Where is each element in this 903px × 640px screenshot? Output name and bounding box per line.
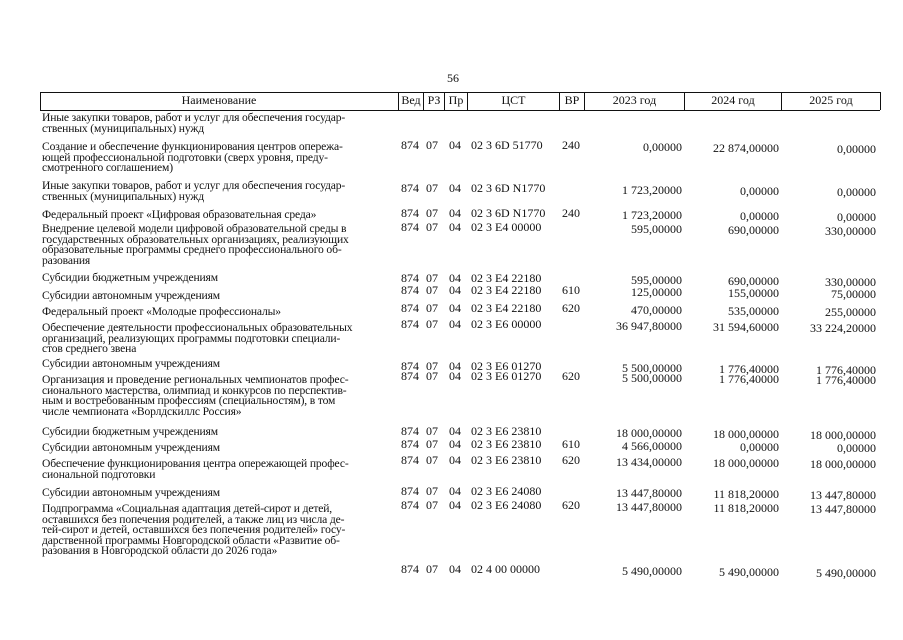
cell-ved: 874 bbox=[401, 562, 419, 576]
cell-ved: 874 bbox=[401, 220, 419, 234]
cell-2025: 75,00000 bbox=[831, 287, 876, 301]
cell-ved: 874 bbox=[401, 181, 419, 195]
row-name-line: разования bbox=[42, 253, 91, 267]
cell-ved: 874 bbox=[401, 359, 419, 373]
cell-pr: 04 bbox=[449, 206, 461, 220]
row-name-line: Иные закупки товаров, работ и услуг для обеспечения государ- bbox=[42, 179, 346, 192]
cell-2025: 0,00000 bbox=[837, 441, 876, 455]
cell-2023: 1 723,20000 bbox=[622, 208, 682, 222]
cell-rz: 07 bbox=[426, 220, 438, 234]
cell-2023: 0,00000 bbox=[643, 140, 682, 154]
cell-pr: 04 bbox=[449, 359, 461, 373]
cell-2025: 5 490,00000 bbox=[816, 566, 876, 580]
cell-ved: 874 bbox=[401, 271, 419, 285]
cell-2025: 0,00000 bbox=[837, 185, 876, 199]
row-name-line: Субсидии автономным учреждениям bbox=[42, 441, 220, 454]
row-name-line: тей-сирот и детей, оставшихся без попечения родителей» госу- bbox=[42, 523, 346, 536]
cell-ved: 874 bbox=[401, 484, 419, 498]
cell-rz: 07 bbox=[426, 317, 438, 331]
cell-rz: 07 bbox=[426, 271, 438, 285]
col-header-name: Наименование bbox=[181, 93, 257, 107]
cell-2025: 1 776,40000 bbox=[816, 363, 876, 377]
cell-2023: 125,00000 bbox=[631, 285, 682, 299]
cell-pr: 04 bbox=[449, 220, 461, 234]
row-name-line: Субсидии бюджетным учреждениям bbox=[42, 271, 218, 284]
cell-ved: 874 bbox=[401, 437, 419, 451]
cell-pr: 04 bbox=[449, 484, 461, 498]
cell-pr: 04 bbox=[449, 453, 461, 467]
cell-rz: 07 bbox=[426, 138, 438, 152]
cell-ved: 874 bbox=[401, 301, 419, 315]
cell-rz: 07 bbox=[426, 359, 438, 373]
row-name-line: смотренного соглашением) bbox=[42, 161, 173, 174]
row-name-line: ным и востребованным профессиям (специальностям), в том bbox=[42, 394, 336, 407]
cell-rz: 07 bbox=[426, 484, 438, 498]
cell-cst: 02 3 E6 01270 bbox=[471, 359, 542, 373]
cell-2024: 690,00000 bbox=[728, 223, 779, 237]
cell-pr: 04 bbox=[449, 369, 461, 383]
cell-2025: 0,00000 bbox=[837, 142, 876, 156]
cell-2025: 33 224,20000 bbox=[810, 321, 876, 335]
cell-rz: 07 bbox=[426, 453, 438, 467]
cell-cst: 02 3 E4 22180 bbox=[471, 283, 542, 297]
cell-vr: 620 bbox=[562, 498, 580, 512]
cell-2024: 18 000,00000 bbox=[713, 427, 779, 441]
cell-2024: 11 818,20000 bbox=[713, 501, 779, 515]
cell-2025: 330,00000 bbox=[825, 275, 876, 289]
cell-2025: 18 000,00000 bbox=[810, 457, 876, 471]
cell-rz: 07 bbox=[426, 283, 438, 297]
cell-ved: 874 bbox=[401, 283, 419, 297]
cell-pr: 04 bbox=[449, 181, 461, 195]
cell-2024: 22 874,00000 bbox=[713, 141, 779, 155]
cell-2023: 470,00000 bbox=[631, 303, 682, 317]
row-name-line: разования в Новгородской области до 2026 года» bbox=[42, 544, 278, 557]
row-name-line: Организация и проведение региональных чемпионатов профес- bbox=[42, 373, 349, 386]
cell-2025: 255,00000 bbox=[825, 305, 876, 319]
cell-2023: 4 566,00000 bbox=[622, 439, 682, 453]
cell-cst: 02 3 E6 24080 bbox=[471, 498, 542, 512]
col-header-2025: 2025 год bbox=[809, 93, 853, 107]
cell-2023: 36 947,80000 bbox=[616, 319, 682, 333]
row-name-line: оставшихся без попечения родителей, а также лиц из числа де- bbox=[42, 512, 345, 526]
cell-rz: 07 bbox=[426, 498, 438, 512]
cell-pr: 04 bbox=[449, 301, 461, 315]
cell-cst: 02 3 E4 00000 bbox=[471, 220, 542, 234]
row-name-line: дарственной программы Новгородской области «Развитие об- bbox=[42, 533, 340, 547]
cell-rz: 07 bbox=[426, 424, 438, 438]
cell-ved: 874 bbox=[401, 369, 419, 383]
row-name-line: Обеспечение деятельности профессиональных образовательных bbox=[42, 321, 353, 334]
cell-2023: 13 434,00000 bbox=[616, 455, 682, 469]
cell-rz: 07 bbox=[426, 369, 438, 383]
row-name-line: сиональной подготовки bbox=[42, 467, 156, 481]
cell-pr: 04 bbox=[449, 498, 461, 512]
row-name-line: числе чемпионата «Ворлдскиллс Россия» bbox=[42, 404, 242, 418]
row-name-line: ственных (муниципальных) нужд bbox=[42, 121, 204, 135]
cell-rz: 07 bbox=[426, 206, 438, 220]
cell-pr: 04 bbox=[449, 317, 461, 331]
cell-vr: 240 bbox=[562, 138, 580, 152]
cell-2023: 13 447,80000 bbox=[616, 500, 682, 514]
cell-cst: 02 3 6D 51770 bbox=[471, 138, 543, 152]
row-name-line: образовательные программы среднего профессионального об- bbox=[42, 243, 342, 256]
row-name-line: стов среднего звена bbox=[42, 342, 137, 355]
cell-ved: 874 bbox=[401, 498, 419, 512]
cell-2025: 13 447,80000 bbox=[810, 502, 876, 516]
cell-2024: 0,00000 bbox=[740, 184, 779, 198]
cell-ved: 874 bbox=[401, 138, 419, 152]
cell-vr: 620 bbox=[562, 369, 580, 383]
cell-pr: 04 bbox=[449, 424, 461, 438]
cell-cst: 02 3 6D N1770 bbox=[471, 181, 546, 195]
cell-2023: 18 000,00000 bbox=[616, 426, 682, 440]
cell-2024: 11 818,20000 bbox=[713, 487, 779, 501]
cell-rz: 07 bbox=[426, 437, 438, 451]
cell-cst: 02 3 6D N1770 bbox=[471, 206, 546, 220]
cell-2025: 0,00000 bbox=[837, 210, 876, 224]
cell-cst: 02 3 E6 23810 bbox=[471, 424, 542, 438]
cell-cst: 02 3 E4 22180 bbox=[471, 271, 542, 285]
cell-ved: 874 bbox=[401, 453, 419, 467]
header-divider bbox=[880, 92, 881, 110]
col-header-rz: РЗ bbox=[427, 93, 441, 107]
cell-cst: 02 3 E6 23810 bbox=[471, 453, 542, 467]
cell-2024: 0,00000 bbox=[740, 440, 779, 454]
cell-cst: 02 3 E6 23810 bbox=[471, 437, 542, 451]
cell-2023: 595,00000 bbox=[631, 222, 682, 236]
cell-2023: 1 723,20000 bbox=[622, 183, 682, 197]
col-header-ved: Вед bbox=[401, 93, 421, 107]
row-name-line: Федеральный проект «Молодые профессионалы» bbox=[42, 305, 281, 318]
cell-2023: 13 447,80000 bbox=[616, 486, 682, 500]
row-name-line: Подпрограмма «Социальная адаптация детей-сирот и детей, bbox=[42, 502, 333, 515]
cell-2025: 330,00000 bbox=[825, 224, 876, 238]
cell-vr: 620 bbox=[562, 301, 580, 315]
cell-2024: 18 000,00000 bbox=[713, 456, 779, 470]
cell-2024: 0,00000 bbox=[740, 209, 779, 223]
cell-2024: 690,00000 bbox=[728, 274, 779, 288]
cell-rz: 07 bbox=[426, 301, 438, 315]
cell-2025: 1 776,40000 bbox=[816, 373, 876, 387]
cell-cst: 02 3 E6 24080 bbox=[471, 484, 542, 498]
cell-2024: 155,00000 bbox=[728, 286, 779, 300]
cell-cst: 02 3 E6 01270 bbox=[471, 369, 542, 383]
row-name-line: ющей профессиональной подготовки (сверх уровня, преду- bbox=[42, 150, 328, 164]
cell-ved: 874 bbox=[401, 317, 419, 331]
row-name-line: Субсидии бюджетным учреждениям bbox=[42, 425, 218, 438]
cell-vr: 610 bbox=[562, 437, 580, 451]
cell-vr: 620 bbox=[562, 453, 580, 467]
row-name-line: государственных образовательных организациях, реализующих bbox=[42, 232, 349, 246]
row-name-line: Субсидии автономным учреждениям bbox=[42, 486, 220, 499]
cell-2024: 535,00000 bbox=[728, 304, 779, 318]
row-name-line: сионального мастерства, олимпиад и конкурсов по перспектив- bbox=[42, 383, 347, 397]
row-name-line: организаций, реализующих программы подготовки специали- bbox=[42, 331, 341, 345]
cell-pr: 04 bbox=[449, 271, 461, 285]
row-name-line: Иные закупки товаров, работ и услуг для обеспечения государ- bbox=[42, 111, 346, 124]
col-header-2024: 2024 год bbox=[711, 93, 755, 107]
cell-2025: 13 447,80000 bbox=[810, 488, 876, 502]
cell-2024: 5 490,00000 bbox=[719, 565, 779, 579]
cell-2024: 31 594,60000 bbox=[713, 320, 779, 334]
row-name-line: Федеральный проект «Цифровая образовательная среда» bbox=[42, 208, 317, 221]
cell-ved: 874 bbox=[401, 424, 419, 438]
cell-cst: 02 4 00 00000 bbox=[471, 562, 540, 576]
cell-2023: 5 500,00000 bbox=[622, 361, 682, 375]
col-header-cst: ЦСТ bbox=[501, 93, 526, 107]
col-header-vr: ВР bbox=[564, 93, 580, 107]
row-name-line: Создание и обеспечение функционирования центров опережа- bbox=[42, 140, 343, 153]
cell-2024: 1 776,40000 bbox=[719, 372, 779, 386]
row-name-line: Субсидии автономным учреждениям bbox=[42, 289, 220, 302]
row-name-line: Внедрение целевой модели цифровой образовательной среды в bbox=[42, 222, 347, 235]
cell-rz: 07 bbox=[426, 562, 438, 576]
cell-vr: 240 bbox=[562, 206, 580, 220]
cell-ved: 874 bbox=[401, 206, 419, 220]
cell-pr: 04 bbox=[449, 437, 461, 451]
cell-pr: 04 bbox=[449, 138, 461, 152]
cell-cst: 02 3 E6 00000 bbox=[471, 317, 542, 331]
cell-2023: 5 490,00000 bbox=[622, 564, 682, 578]
cell-2023: 5 500,00000 bbox=[622, 371, 682, 385]
cell-cst: 02 3 E4 22180 bbox=[471, 301, 542, 315]
row-name-line: ственных (муниципальных) нужд bbox=[42, 189, 204, 203]
row-name-line: Обеспечение функционирования центра опережающей профес- bbox=[42, 457, 349, 470]
cell-2023: 595,00000 bbox=[631, 273, 682, 287]
col-header-pr: Пр bbox=[448, 93, 464, 107]
row-name-line: Субсидии автономным учреждениям bbox=[42, 357, 220, 370]
cell-pr: 04 bbox=[449, 283, 461, 297]
cell-rz: 07 bbox=[426, 181, 438, 195]
cell-2025: 18 000,00000 bbox=[810, 428, 876, 442]
col-header-2023: 2023 год bbox=[612, 93, 657, 107]
page-number: 56 bbox=[447, 71, 459, 85]
cell-vr: 610 bbox=[562, 283, 580, 297]
cell-pr: 04 bbox=[449, 562, 461, 576]
cell-2024: 1 776,40000 bbox=[719, 362, 779, 376]
